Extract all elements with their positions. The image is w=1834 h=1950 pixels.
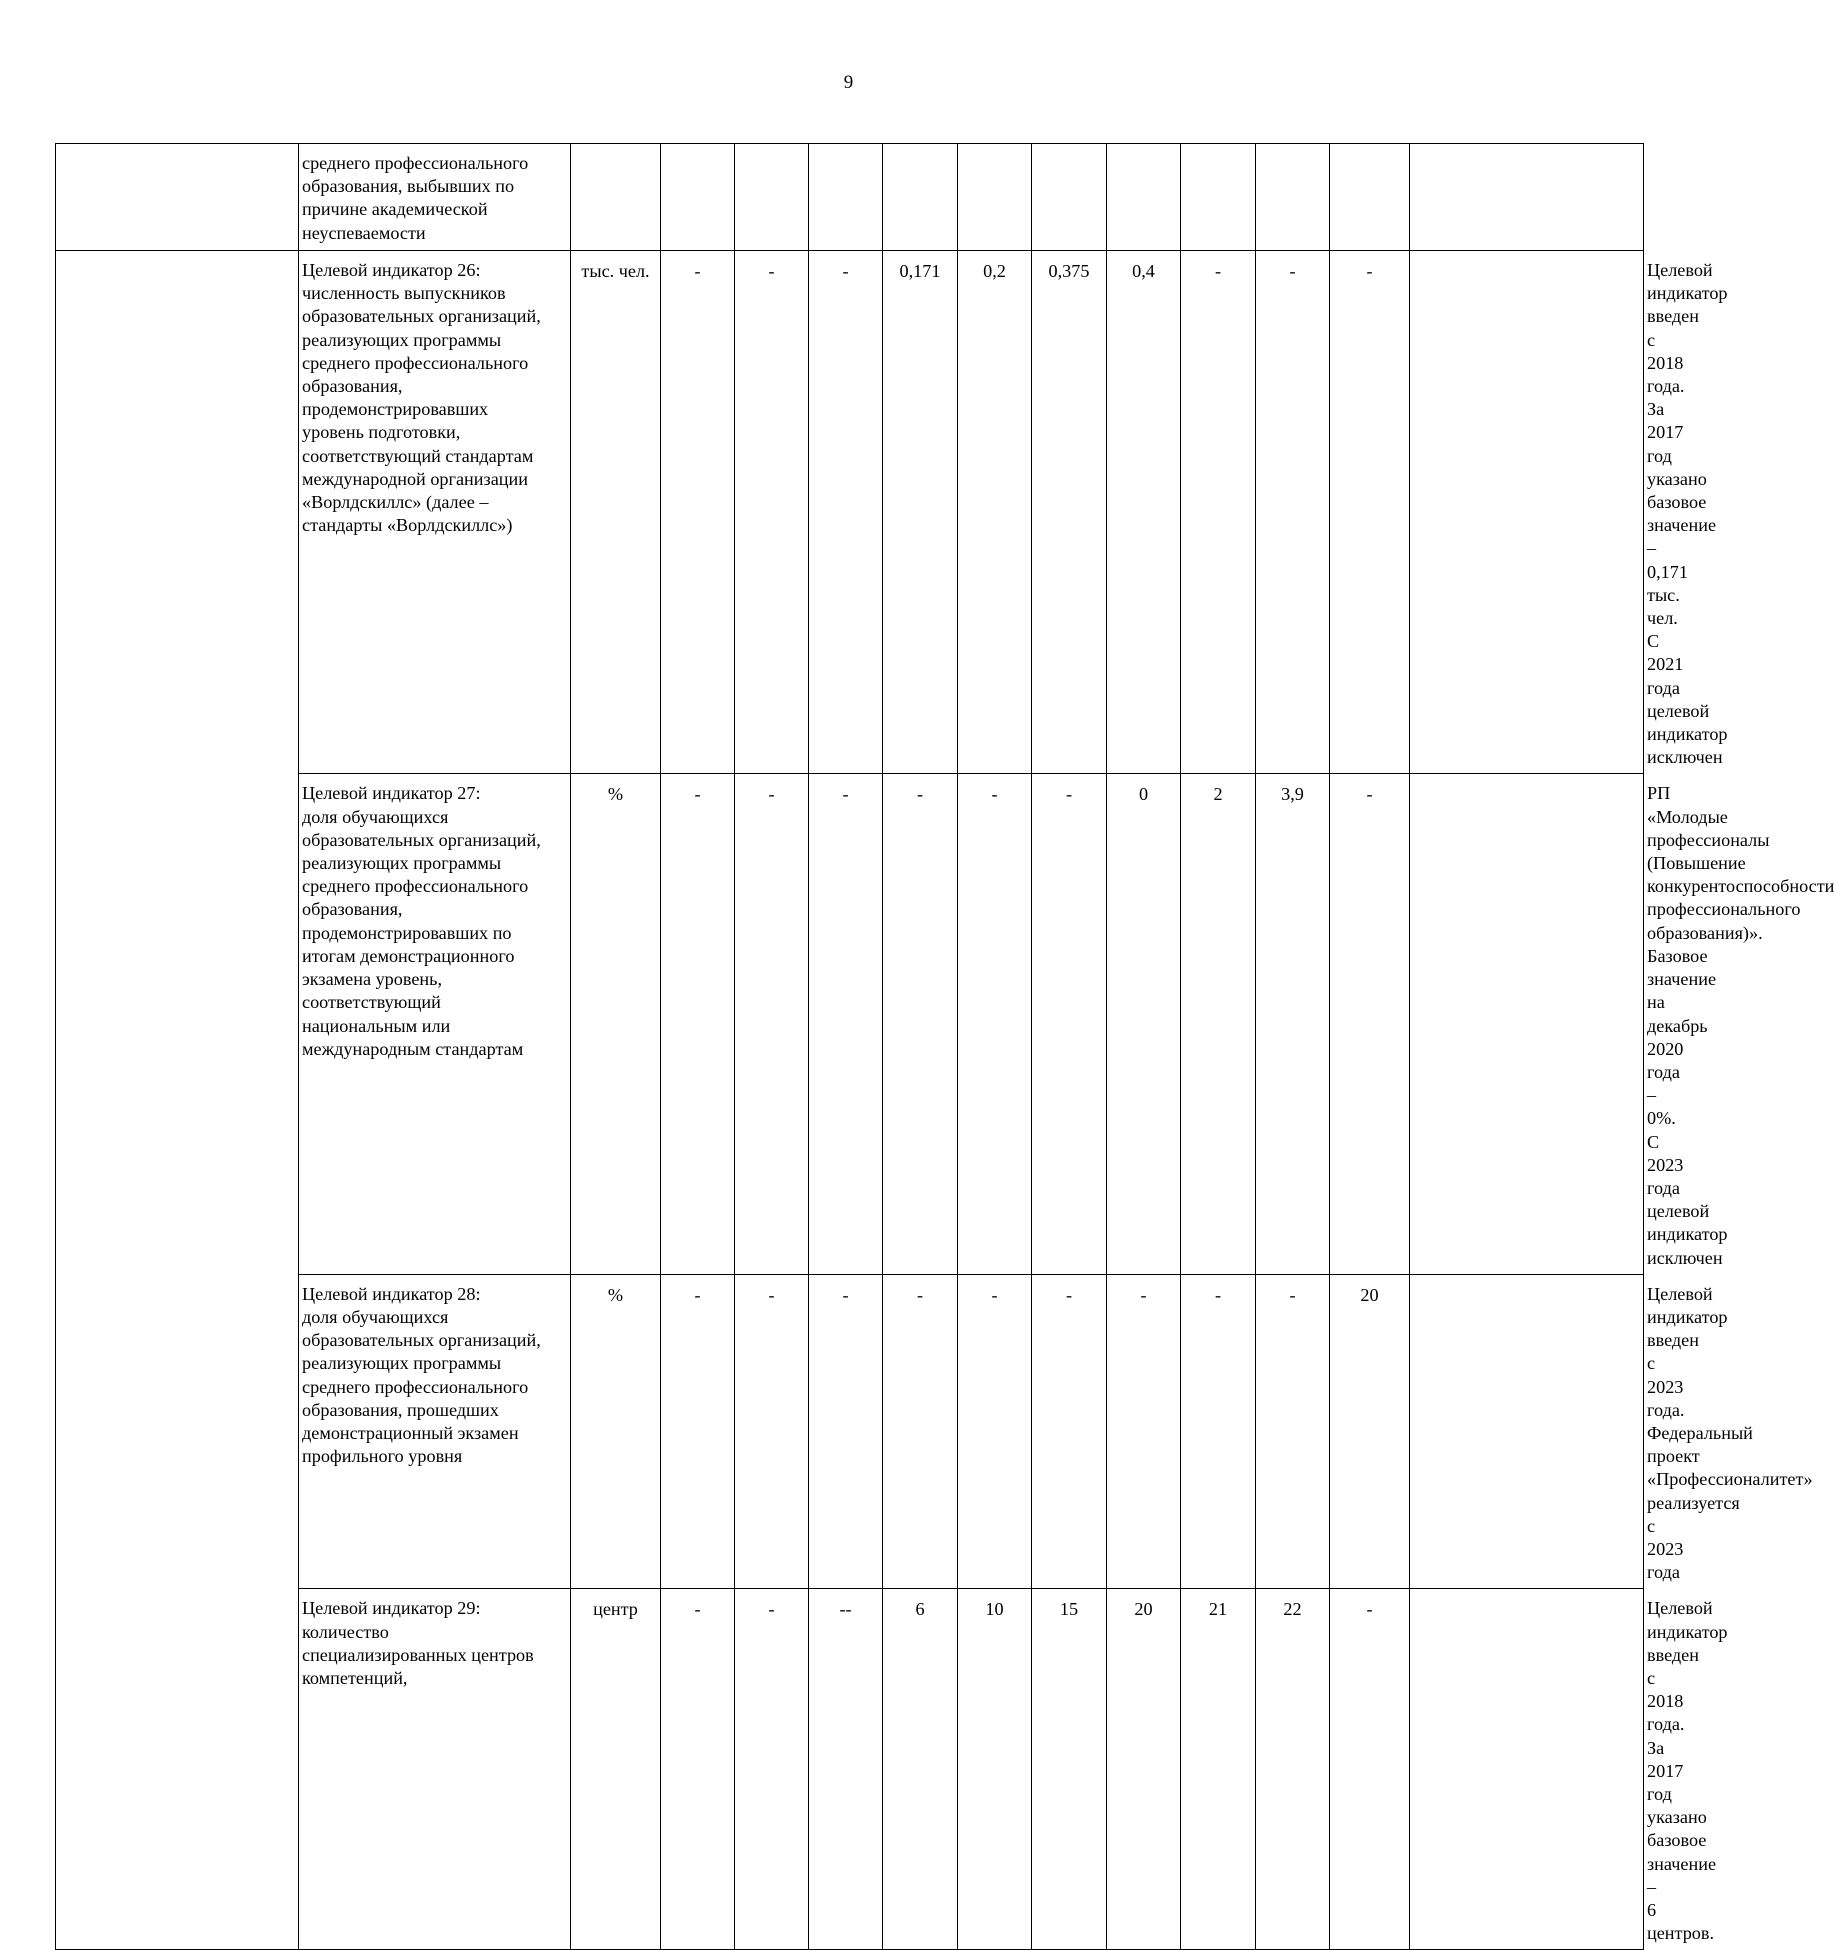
value-cell <box>661 144 735 251</box>
value-cell <box>735 144 809 251</box>
value-cell: 3,9 <box>1256 774 1330 1274</box>
value-cell: 15 <box>1032 1589 1107 1950</box>
value-cell: - <box>1256 251 1330 774</box>
value-cell <box>1107 144 1181 251</box>
value-cell: - <box>883 774 958 1274</box>
value-cell: 10 <box>958 1589 1032 1950</box>
value-cell: - <box>883 1274 958 1589</box>
value-cell: - <box>809 251 883 774</box>
unit-cell <box>571 144 661 251</box>
indicators-table <box>55 143 1834 1950</box>
indicator-cell: Целевой индикатор 27: доля обучающихся образовательных организаций, реализующих программы среднего профессионального образования, продемонстрировавших по итогам демонстрационного экзамена уровень, соответствующий национальным или международным стандартам <box>299 774 571 1274</box>
unit-cell: % <box>571 1274 661 1589</box>
value-cell <box>1032 144 1107 251</box>
value-cell <box>1410 144 1644 251</box>
value-cell: 21 <box>1181 1589 1256 1950</box>
value-cell: - <box>1032 774 1107 1274</box>
value-cell: 20 <box>1330 1274 1410 1589</box>
value-cell: - <box>809 1274 883 1589</box>
indicator-cell: среднего профессионального образования, выбывших по причине академической неуспеваемости <box>299 144 571 251</box>
indicator-cell: Целевой индикатор 29: количество специализированных центров компетенций, <box>299 1589 571 1950</box>
value-cell: - <box>1107 1274 1181 1589</box>
indicator-cell: Целевой индикатор 28: доля обучающихся образовательных организаций, реализующих программы среднего профессионального образования, прошедших демонстрационный экзамен профильного уровня <box>299 1274 571 1589</box>
value-cell: 22 <box>1256 1589 1330 1950</box>
value-cell: - <box>958 774 1032 1274</box>
value-cell: - <box>1330 1589 1410 1950</box>
value-cell: - <box>1256 1274 1330 1589</box>
unit-cell: тыс. чел. <box>571 251 661 774</box>
value-cell: - <box>958 1274 1032 1589</box>
value-cell: - <box>661 774 735 1274</box>
value-cell: 2 <box>1181 774 1256 1274</box>
table-row <box>56 144 1644 251</box>
indicator-cell: Целевой индикатор 26: численность выпускников образовательных организаций, реализующих программы среднего профессионального образования, продемонстрировавших уровень подготовки, соответствующий стандартам международной организации «Ворлдскиллс» (далее – стандарты «Ворлдскиллс») <box>299 251 571 774</box>
value-cell: - <box>735 251 809 774</box>
value-cell: -- <box>809 1589 883 1950</box>
unit-cell: % <box>571 774 661 1274</box>
value-cell <box>1410 1589 1644 1950</box>
value-cell: - <box>735 774 809 1274</box>
table-row: Целевой индикатор 26: численность выпускников образовательных организаций, реализующих программы среднего профессионального образования, продемонстрировавших уровень подготовки, соответствующий стандартам международной организации «Ворлдскиллс» (далее – стандарты «Ворлдскиллс») тыс. чел. - - - 0,171 0,2 0,375 0,4 - - - Целевой индикатор введен с 2018 года. За 2017 год указано базовое значение – 0,171 тыс. чел. С 2021 года целевой индикатор исключен <box>56 251 1644 774</box>
value-cell <box>1410 1274 1644 1589</box>
value-cell: - <box>809 774 883 1274</box>
value-cell <box>1256 144 1330 251</box>
unit-cell: центр <box>571 1589 661 1950</box>
value-cell <box>1410 251 1644 774</box>
value-cell <box>1181 144 1256 251</box>
value-cell: 20 <box>1107 1589 1181 1950</box>
value-cell: - <box>1181 251 1256 774</box>
value-cell: - <box>661 1589 735 1950</box>
value-cell: - <box>1330 251 1410 774</box>
value-cell: - <box>661 1274 735 1589</box>
value-cell <box>958 144 1032 251</box>
table-row: Целевой индикатор 29: количество специализированных центров компетенций, центр - - -- 6 10 15 20 21 22 - Целевой индикатор введен с 2018 года. За 2017 год указано базовое значение – 6 центров. <box>56 1589 1644 1950</box>
table-row: Целевой индикатор 27: доля обучающихся образовательных организаций, реализующих программы среднего профессионального образования, продемонстрировавших по итогам демонстрационного экзамена уровень, соответствующий национальным или международным стандартам % - - - - - - 0 2 3,9 - РП «Молодые профессионалы (Повышение конкурентоспособности профессионального образования)». Базовое значение на декабрь 2020 года – 0%. С 2023 года целевой индикатор исключен <box>56 774 1644 1274</box>
value-cell <box>1410 774 1644 1274</box>
value-cell: 0,375 <box>1032 251 1107 774</box>
value-cell <box>1330 144 1410 251</box>
value-cell: - <box>735 1274 809 1589</box>
program-cell <box>56 251 299 1950</box>
value-cell: - <box>661 251 735 774</box>
table-row: Целевой индикатор 28: доля обучающихся образовательных организаций, реализующих программы среднего профессионального образования, прошедших демонстрационный экзамен профильного уровня % - - - - - - - - - 20 Целевой индикатор введен с 2023 года. Федеральный проект «Профессионалитет» реализуется с 2023 года <box>56 1274 1644 1589</box>
value-cell <box>809 144 883 251</box>
value-cell: 0,4 <box>1107 251 1181 774</box>
value-cell: - <box>1330 774 1410 1274</box>
value-cell: - <box>1032 1274 1107 1589</box>
value-cell: - <box>1181 1274 1256 1589</box>
page-number: 9 <box>843 72 854 93</box>
program-cell <box>56 144 299 251</box>
value-cell <box>883 144 958 251</box>
value-cell: 0,2 <box>958 251 1032 774</box>
value-cell: - <box>735 1589 809 1950</box>
value-cell: 0 <box>1107 774 1181 1274</box>
value-cell: 0,171 <box>883 251 958 774</box>
value-cell: 6 <box>883 1589 958 1950</box>
